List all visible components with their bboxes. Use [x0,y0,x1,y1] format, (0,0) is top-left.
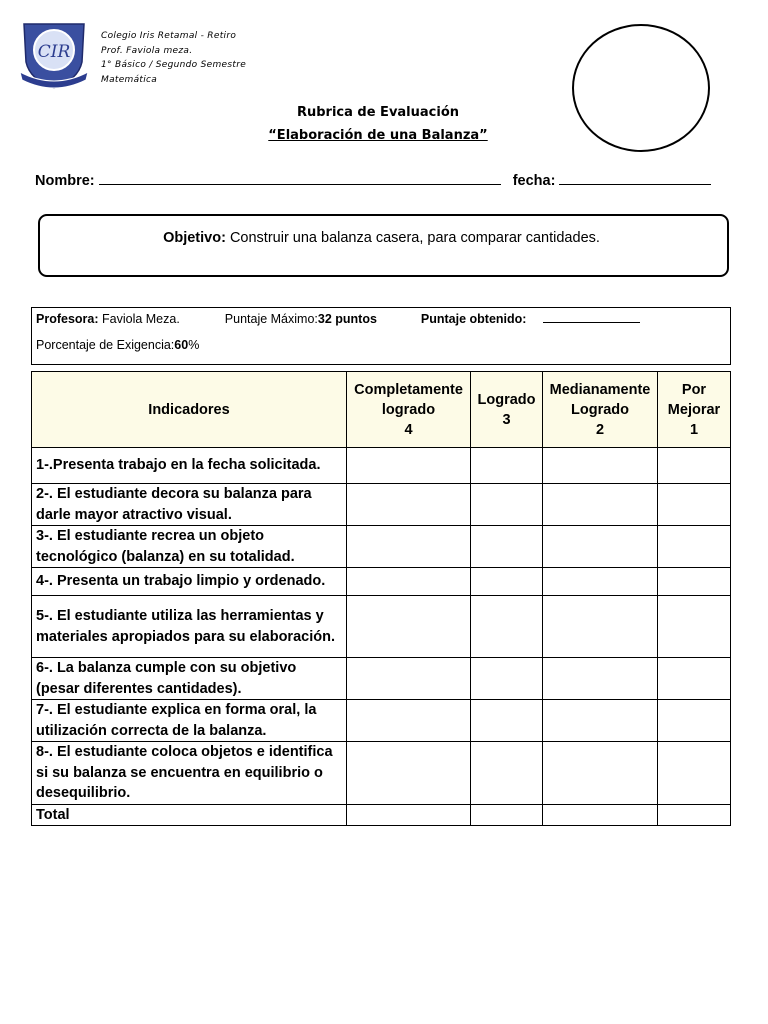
objective [38,230,725,246]
date-field[interactable] [559,170,711,185]
score-cell[interactable] [658,658,731,700]
score-cell[interactable] [543,526,658,568]
rubric-subtitle: “Elaboración de una Balanza” [268,128,488,143]
score-info-row [36,310,640,326]
score-cell[interactable] [543,448,658,484]
score-cell[interactable] [658,568,731,596]
header-c2-line1: Logrado [477,391,536,408]
obtained-score-label: Puntaje obtenido: [420,312,527,326]
score-cell[interactable] [658,484,731,526]
total-cell[interactable] [347,804,471,826]
score-cell[interactable] [543,568,658,596]
rubric-title: Rubrica de Evaluación [296,105,460,120]
score-cell[interactable] [471,596,543,658]
table-row [32,526,731,568]
percent-label: Porcentaje de Exigencia: [36,338,175,352]
score-cell[interactable] [471,658,543,700]
score-cell[interactable] [347,568,471,596]
header-achieved [471,372,543,448]
obtained-score-field[interactable] [543,310,640,323]
score-cell[interactable] [543,596,658,658]
indicator-6: 6-. La balanza cumple con su objetivo (pesar diferentes cantidades). [32,658,347,700]
objective-label: Objetivo: [163,230,226,246]
header-completely-achieved [347,372,471,448]
indicator-2: 2-. El estudiante decora su balanza para darle mayor atractivo visual. [32,484,347,526]
table-row [32,484,731,526]
course-line: 1° Básico / Segundo Semestre [101,60,247,70]
score-cell[interactable] [471,700,543,742]
header-c3-line2: Logrado [571,401,629,418]
score-cell[interactable] [658,526,731,568]
logo-initials: CIR [37,42,71,62]
indicator-7: 7-. El estudiante explica en forma oral, la utilización correcta de la balanza. [32,700,347,742]
header-c3-points: 2 [595,421,605,438]
score-cell[interactable] [347,658,471,700]
table-row [32,658,731,700]
indicator-1: 1-.Presenta trabajo en la fecha solicitada. [32,448,347,484]
score-cell[interactable] [347,484,471,526]
header-c1-line1: Completamente [354,381,463,398]
teacher-line: Prof. Faviola meza. [101,45,193,56]
percent-sign: % [188,338,200,352]
school-shield-icon [16,18,92,94]
header-partially-achieved [543,372,658,448]
score-cell[interactable] [543,742,658,805]
score-cell[interactable] [347,596,471,658]
indicator-8: 8-. El estudiante coloca objetos e identifica si su balanza se encuentra en equilibrio o desequilibrio. [32,742,347,805]
score-cell[interactable] [658,596,731,658]
total-cell[interactable] [543,804,658,826]
total-row [32,804,731,826]
total-cell[interactable] [471,804,543,826]
objective-text: Construir una balanza casera, para comparar cantidades. [225,230,600,246]
school-info [101,29,246,87]
score-cell[interactable] [658,448,731,484]
header-indicators: Indicadores [32,372,347,448]
score-cell[interactable] [471,448,543,484]
indicator-3: 3-. El estudiante recrea un objeto tecnológico (balanza) en su totalidad. [32,526,347,568]
score-cell[interactable] [347,448,471,484]
school-name: Colegio Iris Retamal - Retiro [101,31,237,41]
teacher-label: Profesora: [36,312,102,326]
score-cell[interactable] [543,700,658,742]
student-info-row [35,170,711,189]
percent-value: 60 [174,338,189,352]
score-cell[interactable] [471,568,543,596]
header-c4-points: 1 [689,421,699,438]
header-c1-line2: logrado [381,401,436,418]
score-cell[interactable] [543,484,658,526]
header-c4-line2: Mejorar [667,401,721,418]
name-field[interactable] [99,170,501,185]
header-to-improve [658,372,731,448]
header-c4-line1: Por [681,381,707,398]
table-row [32,700,731,742]
score-cell[interactable] [471,526,543,568]
name-label: Nombre: [35,173,95,189]
score-cell[interactable] [658,742,731,805]
teacher-name: Faviola Meza. [102,312,180,326]
school-logo [16,18,92,94]
score-cell[interactable] [347,700,471,742]
percent-row [36,338,199,352]
score-cell[interactable] [471,742,543,805]
header-c2-points: 3 [502,411,511,428]
table-header-row [32,372,731,448]
max-score-value: 32 puntos [317,312,377,326]
indicator-5: 5-. El estudiante utiliza las herramientas y materiales apropiados para su elaboración. [32,596,347,658]
header-c3-line1: Medianamente [549,381,651,398]
indicator-4: 4-. Presenta un trabajo limpio y ordenado. [32,568,347,596]
total-cell[interactable] [658,804,731,826]
table-row [32,448,731,484]
score-cell[interactable] [347,742,471,805]
total-label: Total [32,804,347,826]
table-row [32,568,731,596]
header-c1-points: 4 [404,421,413,438]
table-row [32,596,731,658]
date-label: fecha: [512,173,556,189]
max-score-label: Puntaje Máximo: [224,312,318,326]
score-cell[interactable] [543,658,658,700]
subject-line: Matemática [101,74,158,85]
score-cell[interactable] [658,700,731,742]
table-row [32,742,731,805]
score-cell[interactable] [471,484,543,526]
rubric-table [31,371,731,826]
score-cell[interactable] [347,526,471,568]
